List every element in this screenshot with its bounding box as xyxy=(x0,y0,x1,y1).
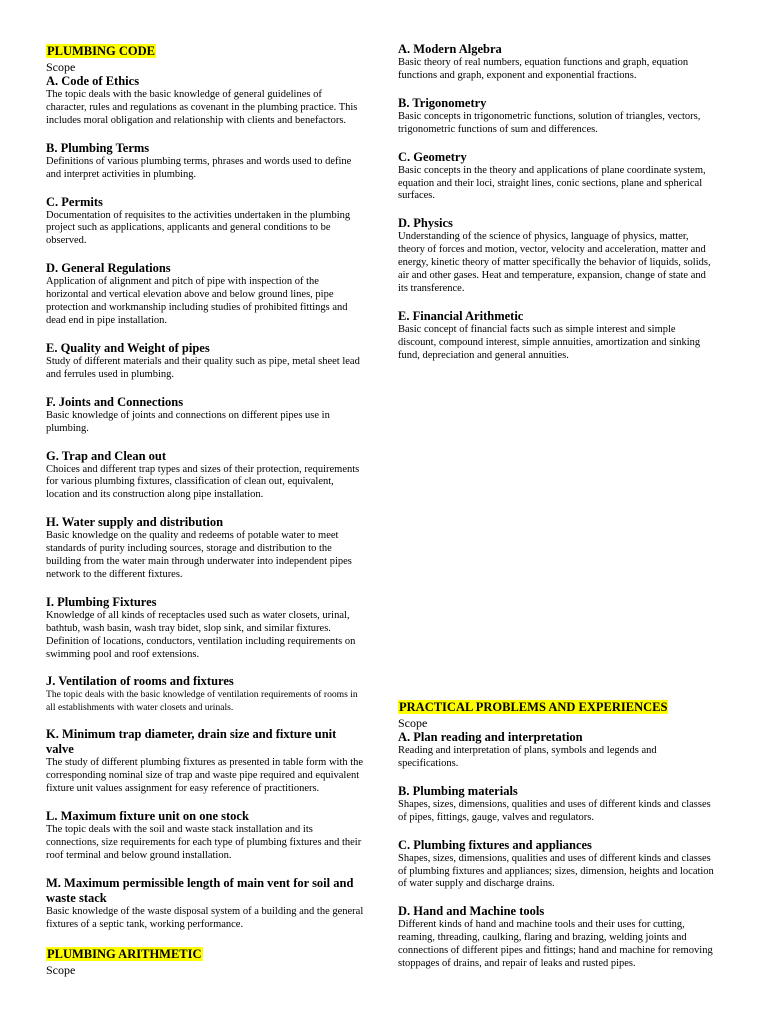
list-item xyxy=(398,42,716,83)
right-column xyxy=(398,0,716,970)
item-description: Basic concepts in the theory and applications of plane coordinate system, equation and their loci, straight lines, conic sections, plane and spherical surfaces. xyxy=(398,164,706,202)
item-description: The topic deals with the basic knowledge of general guidelines of character, rules and regulations as covenant in the plumbing practice. This includes moral obligation and relationship with clients and benefactors. xyxy=(46,89,358,126)
practical-problems-section xyxy=(398,698,716,971)
list-item xyxy=(398,784,716,825)
plumbing-arithmetic-heading: PLUMBING ARITHMETIC xyxy=(47,946,202,961)
item-description: Application of alignment and pitch of pipe with inspection of the horizontal and vertical elevation above and below ground lines, pipe protection and workmanship including studies of prohibited fittings and dead end in pipe installation. xyxy=(46,276,348,326)
item-title: E. Financial Arithmetic xyxy=(398,308,524,323)
item-title: M. Maximum permissible length of main vent for soil and waste stack xyxy=(46,875,354,905)
item-title: C. Plumbing fixtures and appliances xyxy=(398,837,592,852)
list-item xyxy=(46,195,364,249)
list-item xyxy=(398,150,716,204)
item-title: A. Modern Algebra xyxy=(398,42,502,56)
item-description: Basic knowledge on the quality and redeems of potable water to meet standards of purity including sources, storage and distribution to the building from the water main through underwater into independent pipes network to the different fixtures. xyxy=(46,530,352,580)
item-description: Basic concept of financial facts such as simple interest and simple discount, compound interest, simple annuities, amortization and sinking fund, depreciation and general annuities. xyxy=(398,323,701,361)
item-title: B. Plumbing Terms xyxy=(46,140,150,155)
item-description: Basic concepts in trigonometric functions, solution of triangles, vectors, trigonometric functions of sum and differences. xyxy=(398,110,701,135)
item-description: Definitions of various plumbing terms, phrases and words used to define and interpret activities in plumbing. xyxy=(46,155,352,180)
item-description: Understanding of the science of physics, language of physics, matter, theory of forces and motion, vector, velocity and acceleration, matter and energy, kinetic theory of matter specifically the behavior of liquids, solids, air and other gases. Heat and temperature, expansion, change of state and its transference. xyxy=(398,231,711,294)
list-item xyxy=(46,515,364,582)
item-title: C. Permits xyxy=(46,194,103,209)
list-item xyxy=(46,341,364,382)
list-item xyxy=(46,261,364,328)
item-description: Study of different materials and their quality such as pipe, metal sheet lead and ferrules used in plumbing. xyxy=(46,355,360,380)
item-title: F. Joints and Connections xyxy=(46,394,184,409)
item-description: Basic knowledge of the waste disposal system of a building and the general fixtures of a septic tank, working performance. xyxy=(46,905,364,930)
list-item xyxy=(398,838,716,892)
item-description: Choices and different trap types and sizes of their protection, requirements for various plumbing fixtures, classification of clean out, equivalent, location and its construction along pipe installation. xyxy=(46,463,360,501)
item-description: Shapes, sizes, dimensions, qualities and uses of different kinds and classes of plumbing fixtures and appliances; sizes, dimension, heights and location of water supply and discharge drains. xyxy=(398,852,714,890)
item-description: Reading and interpretation of plans, symbols and legends and specifications. xyxy=(398,745,657,769)
item-title: L. Maximum fixture unit on one stock xyxy=(46,809,249,823)
item-title: B. Plumbing materials xyxy=(398,783,518,798)
item-description: Shapes, sizes, dimensions, qualities and uses of different kinds and classes of pipes, fittings, gauge, valves and regulators. xyxy=(398,798,711,823)
arithmetic-items xyxy=(398,42,716,363)
list-item xyxy=(46,727,364,796)
list-item xyxy=(46,395,364,436)
list-item xyxy=(46,674,364,714)
item-title: D. Hand and Machine tools xyxy=(398,904,545,919)
plumbing-arithmetic-scope: Scope xyxy=(46,962,76,977)
item-description: Basic theory of real numbers, equation functions and graph, equation functions and graph, exponent and exponential fractions. xyxy=(398,57,689,81)
item-title: K. Minimum trap diameter, drain size and fixture unit valve xyxy=(46,727,337,757)
list-item xyxy=(398,309,716,363)
list-item xyxy=(398,96,716,137)
list-item xyxy=(46,595,364,662)
list-item xyxy=(46,449,364,503)
item-title: A. Code of Ethics xyxy=(46,74,140,88)
plumbing-code-heading: PLUMBING CODE xyxy=(47,44,155,58)
item-title: I. Plumbing Fixtures xyxy=(46,594,157,609)
item-description: Basic knowledge of joints and connections on different pipes use in plumbing. xyxy=(46,409,330,434)
practical-problems-heading-block xyxy=(398,698,716,716)
practical-problems-scope: Scope xyxy=(398,716,428,730)
item-description: The topic deals with the basic knowledge of ventilation requirements of rooms in all establishments with water closets and urinals. xyxy=(46,689,358,713)
item-title: G. Trap and Clean out xyxy=(46,448,167,463)
item-title: J. Ventilation of rooms and fixtures xyxy=(46,674,234,689)
item-title: D. Physics xyxy=(398,216,453,231)
list-item xyxy=(398,730,716,771)
item-title: D. General Regulations xyxy=(46,261,171,276)
plumbing-code-scope: Scope xyxy=(46,60,76,74)
item-description: The topic deals with the soil and waste stack installation and its connections, size requirements for each type of plumbing fixtures and their roof terminal and below ground installation. xyxy=(46,824,362,861)
item-title: H. Water supply and distribution xyxy=(46,515,224,530)
item-title: E. Quality and Weight of pipes xyxy=(46,340,210,355)
plumbing-arithmetic-heading-block xyxy=(46,945,364,963)
item-description: Different kinds of hand and machine tools and their uses for cutting, reaming, threading, caulking, flaring and brazing, welding joints and connections of different pipes and fittings; hand and machine for removing stoppages of drains, and repair of leaks and rusted pipes. xyxy=(398,919,713,970)
item-description: Documentation of requisites to the activities undertaken in the plumbing project such as applications, applicants and general conditions to be observed. xyxy=(46,209,351,247)
item-title: A. Plan reading and interpretation xyxy=(398,730,583,744)
list-item xyxy=(46,809,364,863)
list-item xyxy=(46,876,364,932)
list-item xyxy=(398,216,716,296)
item-description: The study of different plumbing fixtures as presented in table form with the corresponding nominal size of trap and waste pipe required and equivalent fixture unit values assignment for easy reference of practitioners. xyxy=(46,757,364,795)
practical-problems-heading: PRACTICAL PROBLEMS AND EXPERIENCES xyxy=(399,700,668,714)
list-item xyxy=(46,141,364,182)
list-item xyxy=(398,904,716,971)
left-column xyxy=(46,0,364,977)
item-title: B. Trigonometry xyxy=(398,95,487,110)
list-item xyxy=(46,74,364,128)
plumbing-code-heading-block xyxy=(46,42,364,60)
item-description: Knowledge of all kinds of receptacles used such as water closets, urinal, bathtub, wash basin, wash tray bidet, slop sink, and similar fixtures. Definition of locations, conductors, ventilation including requirements on swimming pool and roof extensions. xyxy=(46,609,356,660)
item-title: C. Geometry xyxy=(398,149,467,164)
